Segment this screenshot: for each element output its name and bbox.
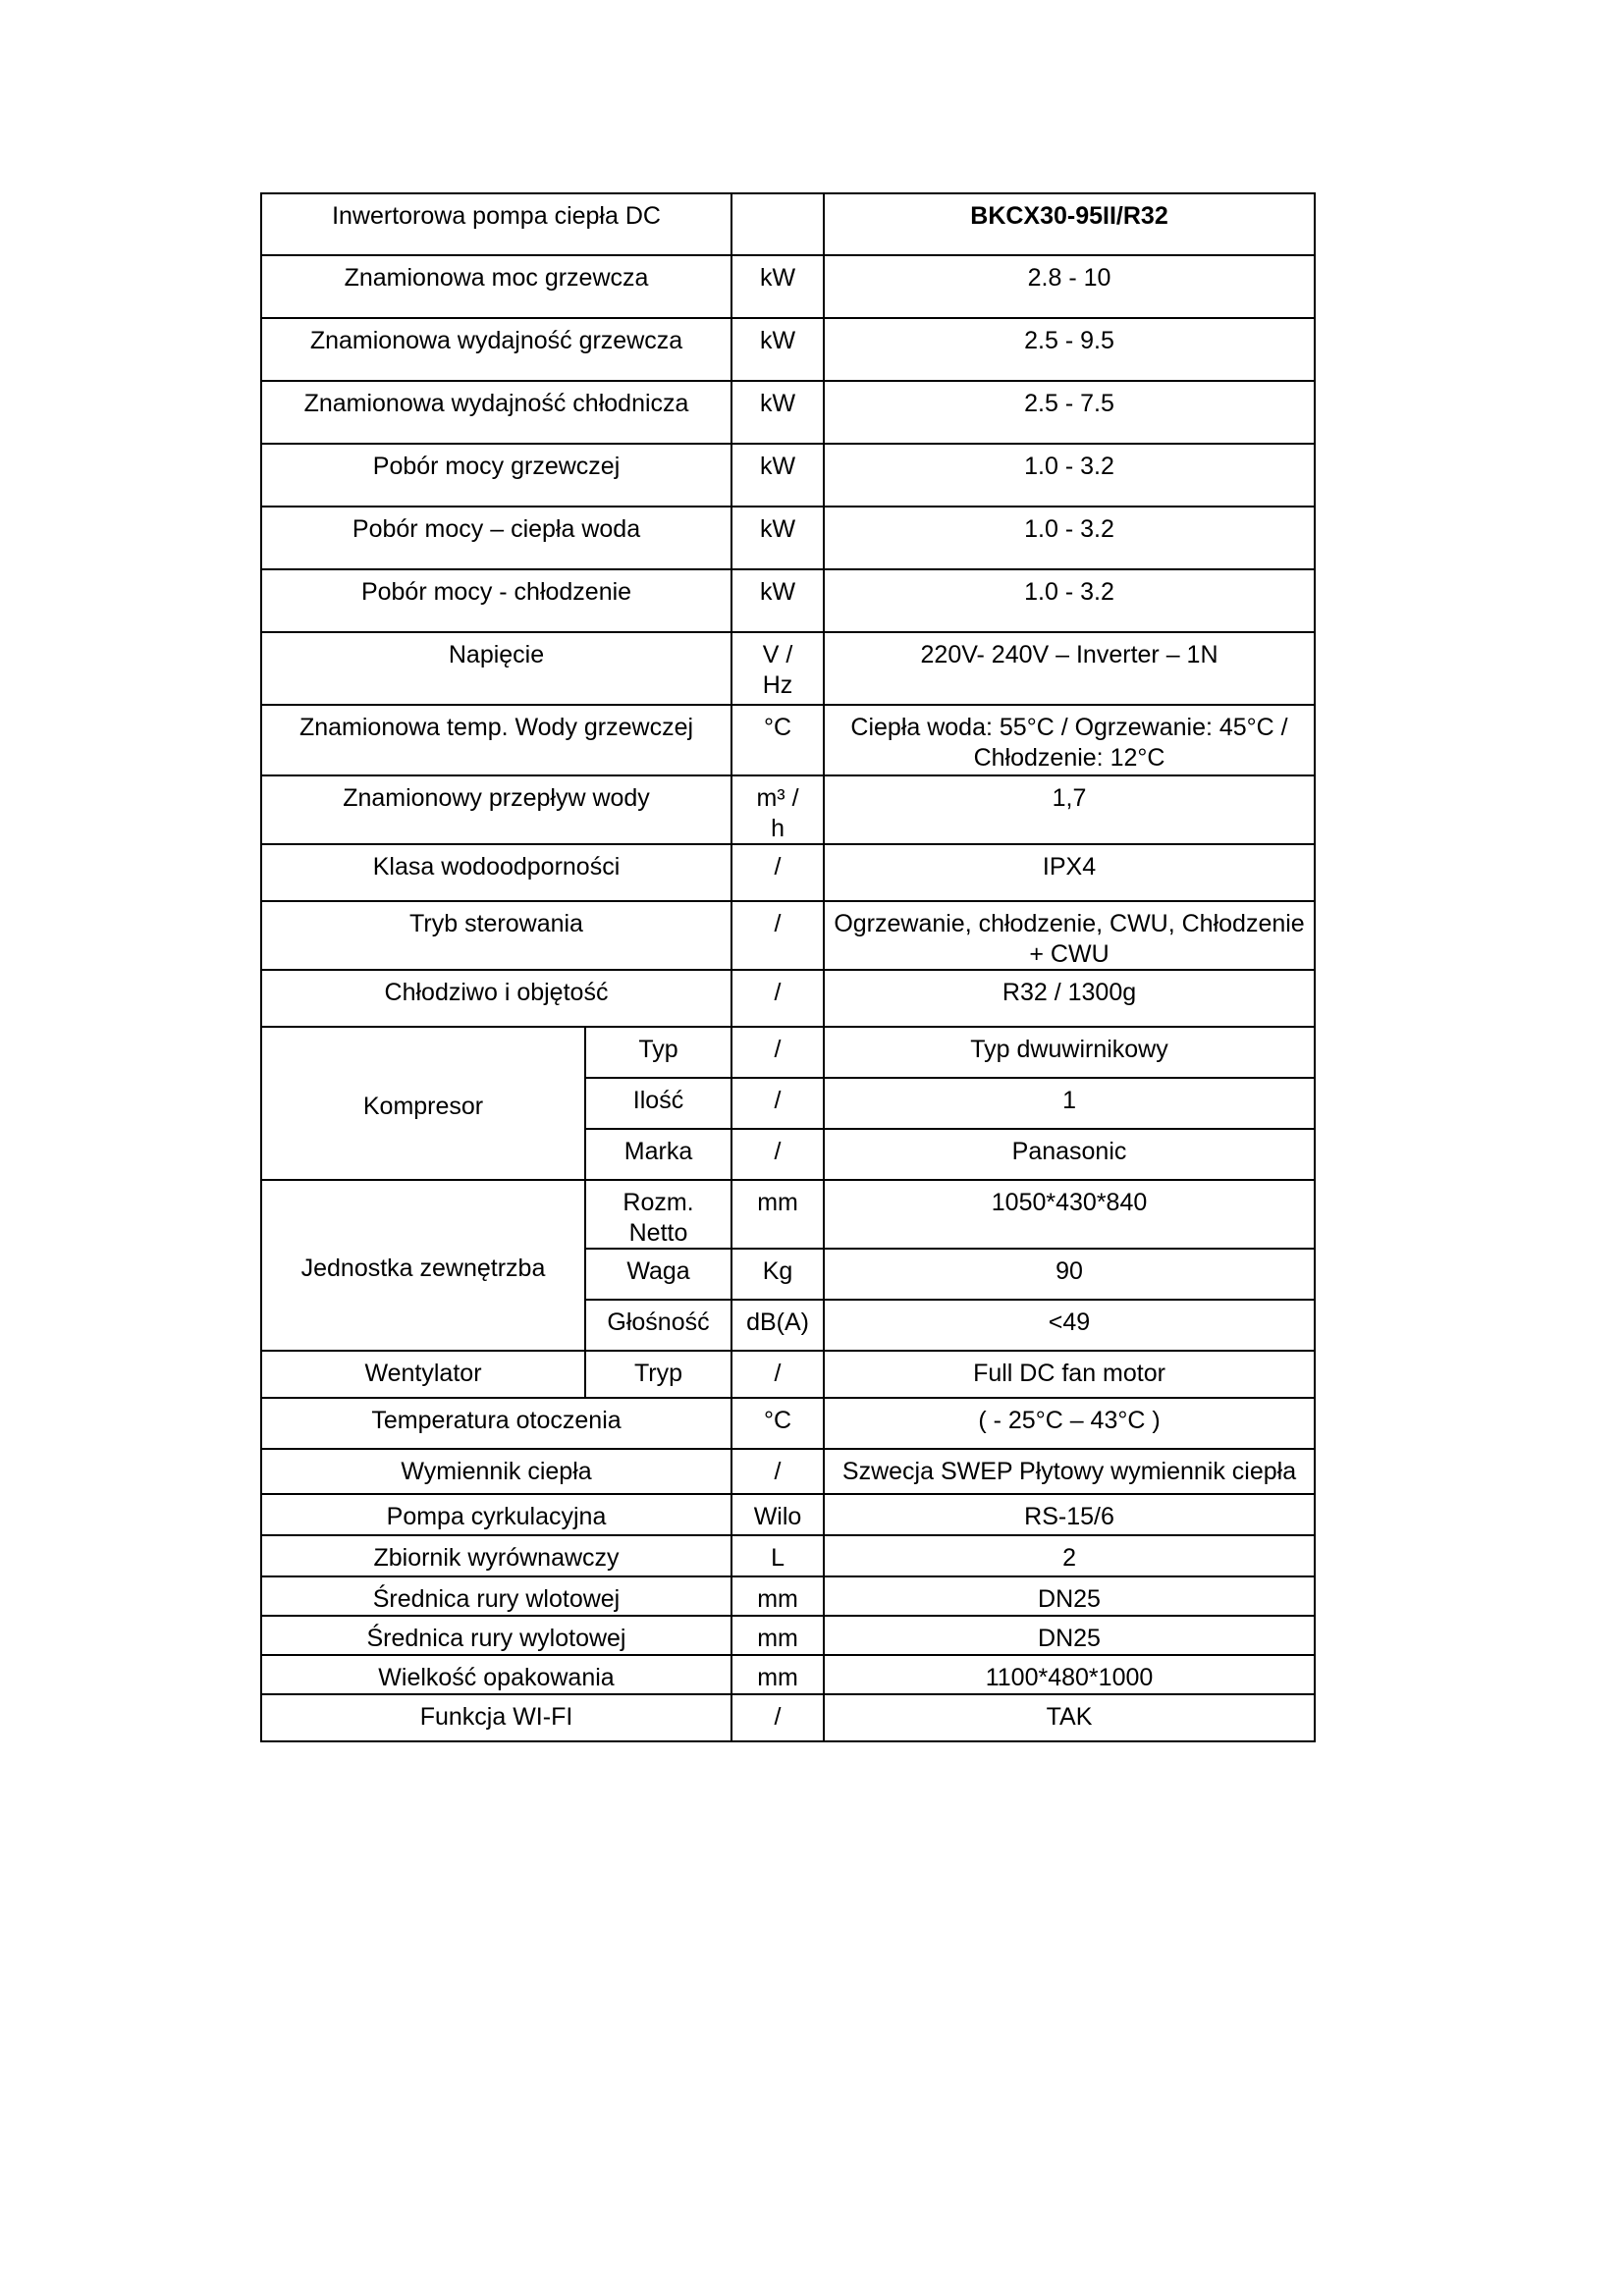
table-row [261,507,1315,569]
table-row [261,844,1315,901]
table-row [261,255,1315,318]
spec-unit: / [731,901,824,970]
table-row [261,318,1315,381]
spec-label: Klasa wodoodporności [261,844,731,901]
spec-unit: / [731,970,824,1027]
spec-sub-label: Tryp [585,1351,731,1398]
spec-value: 2 [824,1535,1315,1576]
spec-label: Pompa cyrkulacyjna [261,1494,731,1535]
spec-value: TAK [824,1694,1315,1741]
spec-value: 1050*430*840 [824,1180,1315,1249]
spec-group-label: Kompresor [261,1027,585,1180]
table-row [261,193,1315,255]
spec-label: Znamionowa temp. Wody grzewczej [261,705,731,775]
spec-value: IPX4 [824,844,1315,901]
table-row [261,1180,1315,1249]
spec-value: Szwecja SWEP Płytowy wymiennik ciepła [824,1449,1315,1494]
spec-unit: °C [731,705,824,775]
spec-unit: / [731,1351,824,1398]
spec-unit: °C [731,1398,824,1449]
header-unit-cell [731,193,824,255]
spec-unit: kW [731,507,824,569]
spec-unit: kW [731,569,824,632]
spec-unit: dB(A) [731,1300,824,1351]
spec-label: Pobór mocy – ciepła woda [261,507,731,569]
table-row [261,705,1315,775]
table-row [261,970,1315,1027]
spec-unit: Wilo [731,1494,824,1535]
spec-unit: kW [731,381,824,444]
spec-unit: / [731,1129,824,1180]
table-row [261,444,1315,507]
spec-value: R32 / 1300g [824,970,1315,1027]
spec-unit: mm [731,1180,824,1249]
spec-label: Wielkość opakowania [261,1655,731,1694]
spec-value: 1.0 - 3.2 [824,507,1315,569]
spec-table [260,192,1316,1742]
table-row [261,775,1315,844]
table-row [261,1449,1315,1494]
table-row [261,901,1315,970]
model-number: BKCX30-95II/R32 [824,193,1315,255]
spec-value: 2.8 - 10 [824,255,1315,318]
spec-value: RS-15/6 [824,1494,1315,1535]
table-row [261,632,1315,705]
spec-value: 1.0 - 3.2 [824,444,1315,507]
spec-unit: kW [731,444,824,507]
spec-value: 1 [824,1078,1315,1129]
spec-unit: / [731,844,824,901]
spec-unit: / [731,1449,824,1494]
table-row [261,1576,1315,1616]
table-row [261,1398,1315,1449]
spec-label: Temperatura otoczenia [261,1398,731,1449]
table-row [261,381,1315,444]
spec-label: Znamionowy przepływ wody [261,775,731,844]
table-row [261,1027,1315,1078]
spec-unit: mm [731,1576,824,1616]
table-row [261,1616,1315,1655]
table-row [261,1694,1315,1741]
table-row [261,569,1315,632]
spec-unit: / [731,1078,824,1129]
spec-value: 1.0 - 3.2 [824,569,1315,632]
spec-value: 1100*480*1000 [824,1655,1315,1694]
spec-sub-label: Waga [585,1249,731,1300]
spec-label: Znamionowa moc grzewcza [261,255,731,318]
spec-group-label: Jednostka zewnętrzba [261,1180,585,1351]
spec-label: Zbiornik wyrównawczy [261,1535,731,1576]
spec-unit: / [731,1694,824,1741]
spec-unit: kW [731,318,824,381]
spec-sub-label: Marka [585,1129,731,1180]
spec-value: Panasonic [824,1129,1315,1180]
spec-label: Średnica rury wylotowej [261,1616,731,1655]
spec-unit: / [731,1027,824,1078]
table-row [261,1655,1315,1694]
spec-sub-label: Ilość [585,1078,731,1129]
spec-value: DN25 [824,1616,1315,1655]
table-row [261,1494,1315,1535]
spec-value: DN25 [824,1576,1315,1616]
spec-value: Full DC fan motor [824,1351,1315,1398]
spec-sub-label: Typ [585,1027,731,1078]
spec-unit: Kg [731,1249,824,1300]
spec-value: <49 [824,1300,1315,1351]
spec-value: ( - 25°C – 43°C ) [824,1398,1315,1449]
spec-label: Pobór mocy grzewczej [261,444,731,507]
spec-label: Tryb sterowania [261,901,731,970]
spec-label: Napięcie [261,632,731,705]
spec-label: Znamionowa wydajność chłodnicza [261,381,731,444]
table-row [261,1351,1315,1398]
spec-label: Chłodziwo i objętość [261,970,731,1027]
spec-value: 1,7 [824,775,1315,844]
product-title: Inwertorowa pompa ciepła DC [261,193,731,255]
spec-label: Funkcja WI-FI [261,1694,731,1741]
spec-unit: mm [731,1616,824,1655]
spec-label: Znamionowa wydajność grzewcza [261,318,731,381]
table-row [261,1535,1315,1576]
spec-value: Typ dwuwirnikowy [824,1027,1315,1078]
spec-sub-label: Rozm. Netto [585,1180,731,1249]
spec-value: Ciepła woda: 55°C / Ogrzewanie: 45°C / Chłodzenie: 12°C [824,705,1315,775]
spec-value: Ogrzewanie, chłodzenie, CWU, Chłodzenie + CWU [824,901,1315,970]
spec-label: Pobór mocy - chłodzenie [261,569,731,632]
spec-value: 2.5 - 7.5 [824,381,1315,444]
spec-value: 2.5 - 9.5 [824,318,1315,381]
spec-label: Wymiennik ciepła [261,1449,731,1494]
spec-value: 220V- 240V – Inverter – 1N [824,632,1315,705]
spec-label: Wentylator [261,1351,585,1398]
spec-label: Średnica rury wlotowej [261,1576,731,1616]
spec-unit: V / Hz [731,632,824,705]
spec-value: 90 [824,1249,1315,1300]
spec-unit: m³ / h [731,775,824,844]
spec-unit: kW [731,255,824,318]
spec-sub-label: Głośność [585,1300,731,1351]
spec-unit: mm [731,1655,824,1694]
spec-unit: L [731,1535,824,1576]
